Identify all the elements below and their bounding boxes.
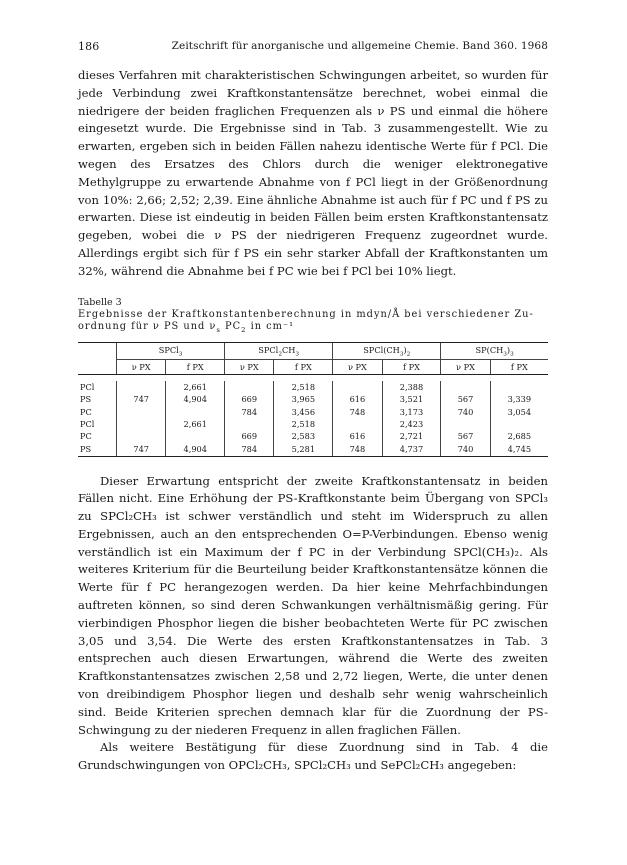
table-row: PS 747 4,904 669 3,965 616 3,521 567 3,339 bbox=[78, 394, 548, 406]
subheader: f PX bbox=[274, 360, 333, 375]
paragraph-2: Dieser Erwartung entspricht der zweite Kraftkonstantensatz in beiden Fällen nicht. Eine Erhöhung der PS-Kraftkonstante beim Übergang von SPCl₃ zu SPCl₂CH₃ ist schwer verständlich und steht im Widerspruch zu allen Ergebnissen, auch an den entsprechenden O=P-Verbindungen. Ebenso wenig verständlich ist ein Maximum der f PC in der Verbindung SPCl(CH₃)₂. Als weiteres Kriterium für die Beurteilung beider Kraftkonstantensätze können die Werte für f PC herangezogen werden. Da hier keine Mehrfachbindungen auftreten können, so sind deren Schwankungen verhältnismäßig gering. Für vierbindigen Phosphor liegen die bisher beobachteten Werte für PC zwischen 3,05 und 3,54. Die Werte des ersten Kraftkonstantensatzes in Tab. 3 entsprechen auch diesen Erwartungen, während die Werte des zweiten Kraftkonstantensatzes zwischen 2,58 und 2,72 liegen, Werte, die unter denen von dreibindigem Phosphor liegen und deshalb sehr wenig wahrscheinlich sind. Beide Kriterien sprechen demnach klar für die Zuordnung der PS-Schwingung zu der niederen Frequenz in allen fraglichen Fällen. bbox=[78, 473, 548, 737]
page bbox=[78, 40, 548, 775]
caption-sub: s bbox=[216, 325, 221, 334]
caption-part: PC bbox=[220, 320, 242, 332]
caption-part: ordnung für ν PS und ν bbox=[78, 320, 217, 332]
table-row: PC 669 2,583 616 2,721 567 2,685 bbox=[78, 431, 548, 443]
subheader-empty bbox=[78, 360, 117, 375]
subheader: f PX bbox=[166, 360, 225, 375]
table-row: PS 747 4,904 784 5,281 748 4,737 740 4,745 bbox=[78, 443, 548, 456]
subheader: ν PX bbox=[225, 360, 274, 375]
table-row: PC 784 3,456 748 3,173 740 3,054 bbox=[78, 406, 548, 418]
page-number: 186 bbox=[78, 40, 100, 53]
paragraph-1: dieses Verfahren mit charakteristischen Schwingungen arbeitet, so wurden für jede Verbindung zwei Kraftkonstantensätze berechnet, wobei einmal die niedrigere der beiden fraglichen Frequenzen als ν PS und einmal die höhere eingesetzt wurde. Die Ergebnisse sind in Tab. 3 zusammengestellt. Wie zu erwarten, ergeben sich in beiden Fällen nahezu identische Werte für f PCl. Die wegen des Ersatzes des Chlors durch die weniger elektronegative Methylgruppe zu erwartende Abnahme von f PCl liegt in der Größenordnung von 10%: 2,66; 2,52; 2,39. Eine ähnliche Abnahme ist auch für f PC und f PS zu erwarten. Diese ist eindeutig in beiden Fällen beim ersten Kraftkonstantensatz gegeben, wobei die ν PS der niedrigeren Frequenz zugeordnet wurde. Allerdings ergibt sich für f PS ein sehr starker Abfall der Kraftkonstanten um 32%, während die Abnahme bei f PC wie bei f PCl bei 10% liegt. bbox=[78, 68, 548, 278]
subheader: ν PX bbox=[333, 360, 382, 375]
group-header-spcl3: SPCl$_3$ bbox=[117, 342, 225, 360]
paragraph-3: Als weitere Bestätigung für diese Zuordnung sind in Tab. 4 die Grundschwingungen von OPCl₂CH₃, SPCl₂CH₃ und SePCl₂CH₃ angegeben: bbox=[78, 740, 548, 773]
table-caption bbox=[78, 297, 548, 336]
subheader: ν PX bbox=[441, 360, 490, 375]
table-description-line-1: Ergebnisse der Kraftkonstantenberechnung in mdyn/Å bei verschiedener Zu- bbox=[78, 308, 534, 320]
subheader: ν PX bbox=[117, 360, 166, 375]
table-subheader-row bbox=[78, 360, 548, 375]
subheader: f PX bbox=[490, 360, 548, 375]
table-label: Tabelle 3 bbox=[78, 296, 122, 308]
group-header-spcl2ch3: $SPCl_2CH_3$ bbox=[225, 342, 333, 360]
table-group-header-row bbox=[78, 342, 548, 360]
table-description-line-2 bbox=[78, 321, 548, 336]
group-header-spcl-ch3-2: $SPCl(CH_3)_2$ bbox=[333, 342, 441, 360]
running-header bbox=[78, 40, 548, 53]
table-corner bbox=[78, 342, 117, 360]
subheader: f PX bbox=[382, 360, 441, 375]
caption-part: in cm⁻¹ bbox=[246, 320, 295, 332]
force-constant-table bbox=[78, 342, 548, 457]
caption-sub: 2 bbox=[241, 325, 247, 334]
table-row: PCl 2,661 2,518 2,388 bbox=[78, 381, 548, 393]
table-row: PCl 2,661 2,518 2,423 bbox=[78, 418, 548, 430]
group-header-sp-ch3-3: $SP(CH_3)_3$ bbox=[441, 342, 548, 360]
journal-title: Zeitschrift für anorganische und allgemeine Chemie. Band 360. 1968 bbox=[171, 40, 548, 52]
